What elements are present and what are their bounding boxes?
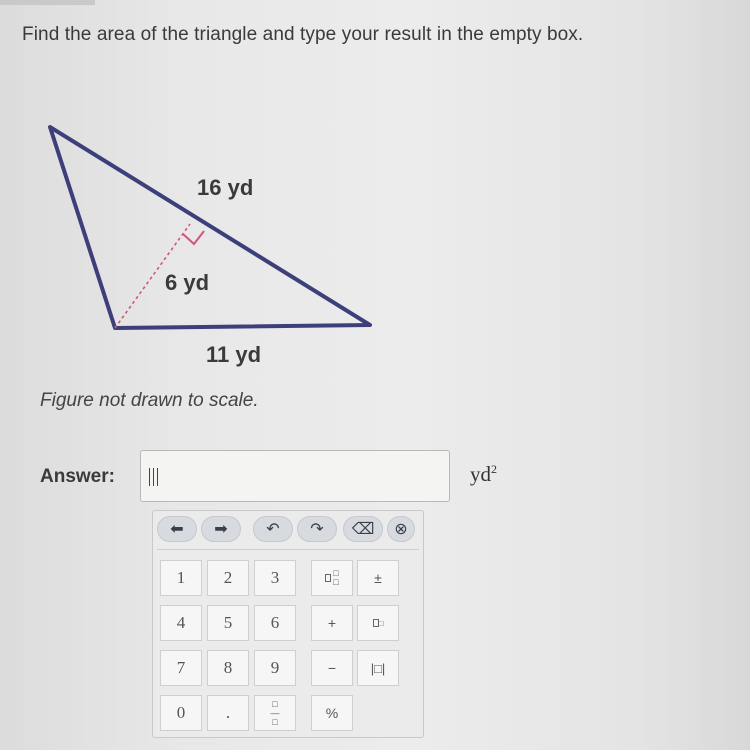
fraction-icon: □ — □ bbox=[270, 698, 280, 727]
base-label: 11 yd bbox=[206, 342, 262, 367]
input-caret bbox=[149, 468, 158, 486]
right-angle-marker bbox=[183, 231, 204, 244]
unit-text: yd bbox=[470, 462, 491, 486]
key-8[interactable]: 8 bbox=[207, 650, 249, 686]
key-0[interactable]: 0 bbox=[160, 695, 202, 731]
backspace-icon: ⌫ bbox=[351, 521, 375, 538]
keypad-grid bbox=[157, 549, 419, 736]
undo-button[interactable] bbox=[253, 516, 293, 542]
answer-label: Answer: bbox=[40, 466, 115, 487]
redo-icon: ↷ bbox=[310, 521, 324, 538]
left-arrow-button[interactable] bbox=[157, 516, 197, 542]
mixed-number-icon bbox=[325, 574, 331, 582]
percent-button[interactable]: % bbox=[311, 695, 353, 731]
key-4[interactable]: 4 bbox=[160, 605, 202, 641]
backspace-button[interactable] bbox=[343, 516, 383, 542]
clear-icon: ⊗ bbox=[394, 521, 408, 538]
redo-button[interactable] bbox=[297, 516, 337, 542]
unit-exponent: 2 bbox=[491, 462, 497, 476]
key-2[interactable]: 2 bbox=[207, 560, 249, 596]
exponent-glyph: □ bbox=[378, 618, 384, 628]
plus-button[interactable]: + bbox=[311, 605, 353, 641]
mixed-number-button[interactable] bbox=[311, 560, 353, 596]
absolute-value-icon: |□| bbox=[370, 660, 386, 676]
key-7[interactable]: 7 bbox=[160, 650, 202, 686]
absolute-value-button[interactable] bbox=[357, 650, 399, 686]
key-9[interactable]: 9 bbox=[254, 650, 296, 686]
undo-icon: ↶ bbox=[266, 521, 280, 538]
keypad-toolbar bbox=[153, 511, 423, 549]
left-arrow-icon: ⬅ bbox=[170, 521, 184, 538]
right-arrow-icon: ➡ bbox=[214, 521, 228, 538]
exponent-button[interactable] bbox=[357, 605, 399, 641]
plus-minus-button[interactable]: ± bbox=[357, 560, 399, 596]
decimal-point-button[interactable]: . bbox=[207, 695, 249, 731]
answer-input[interactable] bbox=[140, 450, 450, 502]
question-text: Find the area of the triangle and type your result in the empty box. bbox=[22, 24, 584, 45]
minus-button[interactable]: − bbox=[311, 650, 353, 686]
math-keypad bbox=[152, 510, 424, 738]
hypotenuse-label: 16 yd bbox=[197, 175, 254, 200]
key-6[interactable]: 6 bbox=[254, 605, 296, 641]
key-1[interactable]: 1 bbox=[160, 560, 202, 596]
key-5[interactable]: 5 bbox=[207, 605, 249, 641]
fraction-button[interactable] bbox=[254, 695, 296, 731]
triangle-shape bbox=[50, 127, 370, 328]
right-arrow-button[interactable] bbox=[201, 516, 241, 542]
answer-unit bbox=[470, 462, 497, 487]
fraction-glyph: □ □ bbox=[333, 568, 339, 587]
key-3[interactable]: 3 bbox=[254, 560, 296, 596]
height-label: 6 yd bbox=[165, 270, 210, 295]
figure-caption: Figure not drawn to scale. bbox=[40, 390, 259, 411]
clear-button[interactable] bbox=[387, 516, 415, 542]
